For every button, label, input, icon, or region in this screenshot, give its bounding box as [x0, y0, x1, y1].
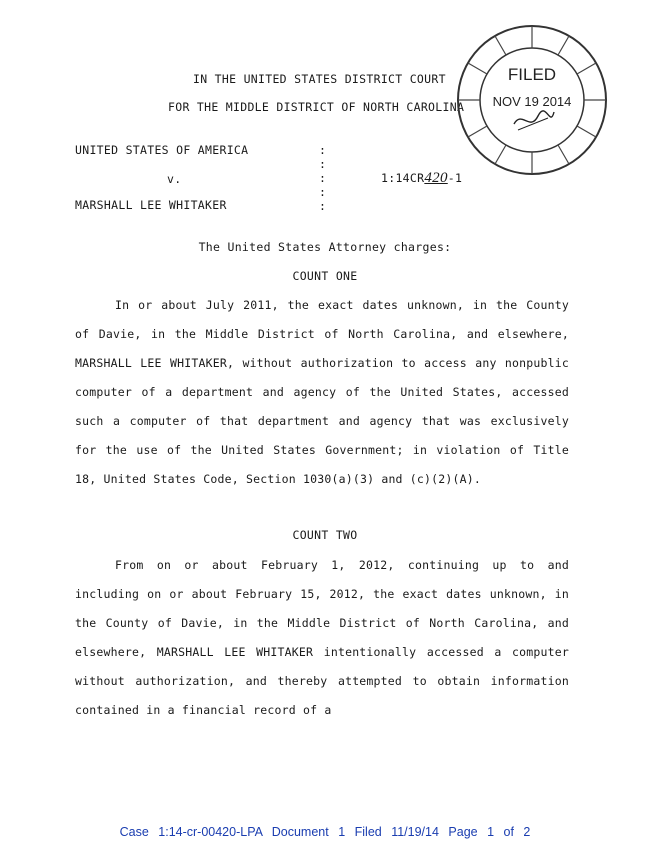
stamp-signature [514, 111, 554, 124]
caption-colon: : [319, 143, 327, 157]
stamp-label: FILED [507, 65, 557, 84]
count-one-text: In or about July 2011, the exact dates unknown, in the County of Davie, in the Middle District of North Carolina, and elsewhere, MARSHALL LEE WHITAKER, without authorization to access any nonpublic computer of a department and agency of the United States, accessed such a computer of that department and agency that was exclusively for the use of the United States Government; in violation of Title 18, United States Code, Section 1030(a)(3) and (c)(2)(A). [75, 298, 569, 486]
footer-case: Case 1:14-cr-00420-LPA [119, 825, 263, 839]
caption-colon: : [319, 171, 327, 185]
caption-colon: : [319, 157, 327, 171]
caption-colon: : [319, 185, 327, 199]
footer-page: Page 1 of 2 [448, 825, 531, 839]
filed-stamp [452, 20, 612, 180]
versus-label: v. [167, 172, 182, 186]
caption-colon: : [319, 199, 327, 213]
defendant-name: MARSHALL LEE WHITAKER [75, 198, 227, 212]
plaintiff-name: UNITED STATES OF AMERICA [75, 143, 249, 157]
case-number-prefix: 1:14CR [381, 171, 425, 185]
count-two-heading: COUNT TWO [292, 528, 358, 542]
stamp-date: NOV 19 2014 [492, 94, 572, 109]
footer-filed: Filed 11/19/14 [354, 825, 439, 839]
case-number [381, 170, 462, 187]
count-two-text: From on or about February 1, 2012, continuing up to and including on or about February 15, 2012, the exact dates unknown, in the County of Davie, in the Middle District of North Carolina, and elsewhere, MARSHALL LEE WHITAKER intentionally accessed a computer without authorization, and thereby attempted to obtain information contained in a financial record of a [75, 558, 569, 717]
page-footer [0, 825, 650, 839]
court-name-line-2: FOR THE MIDDLE DISTRICT OF NORTH CAROLINA [168, 100, 465, 114]
footer-document: Document 1 [271, 825, 346, 839]
case-number-handwritten: 420 [424, 170, 448, 186]
case-number-suffix: -1 [447, 171, 463, 185]
charging-statement: The United States Attorney charges: [198, 240, 452, 254]
court-name-line-1: IN THE UNITED STATES DISTRICT COURT [193, 72, 446, 86]
count-one-heading: COUNT ONE [292, 269, 358, 283]
